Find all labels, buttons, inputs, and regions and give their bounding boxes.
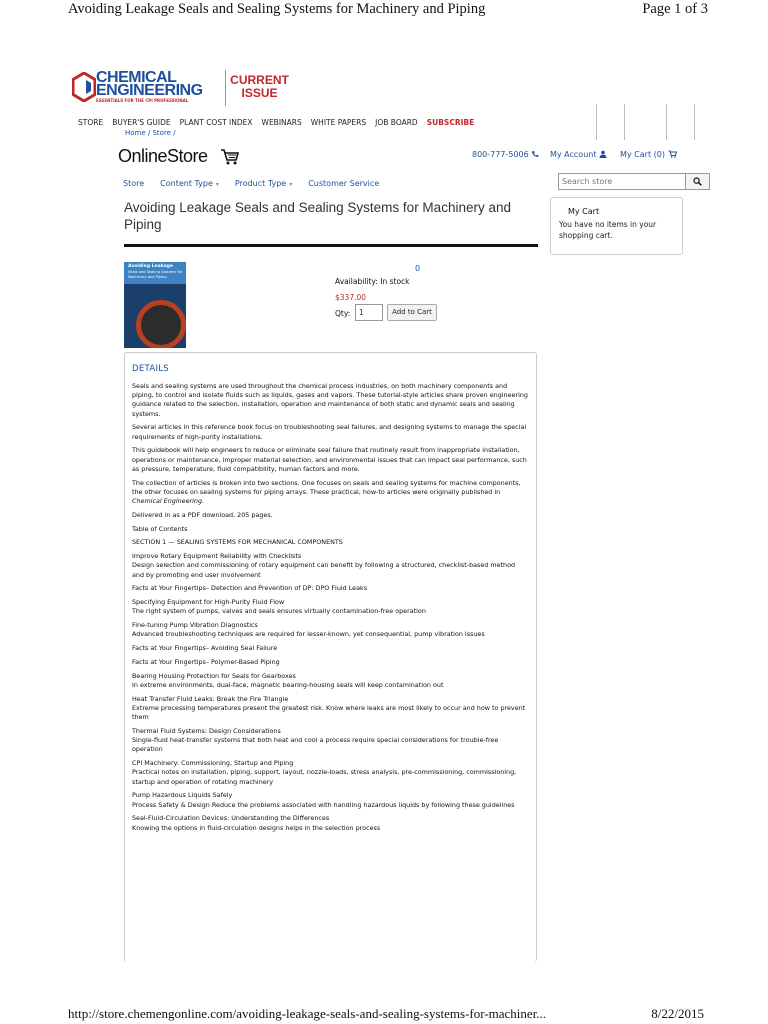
- quantity-input[interactable]: [355, 304, 383, 321]
- review-count[interactable]: 0: [415, 264, 421, 273]
- toc-entry: [132, 644, 529, 653]
- toc-entry-title: Pump Hazardous Liquids Safely: [132, 791, 233, 800]
- toc-entry-description: In extreme environments, dual-face, magnetic bearing-housing seals will keep contamination out: [132, 681, 444, 689]
- toc-entry-title: CPI Machinery: Commissioning, Startup and Piping: [132, 759, 294, 768]
- title-divider: [124, 244, 538, 247]
- product-cover-image[interactable]: [124, 262, 186, 348]
- toc-entry: [132, 695, 529, 723]
- cat-nav-store[interactable]: Store: [123, 179, 145, 188]
- section-heading: SECTION 1 — SEALING SYSTEMS FOR MECHANICAL COMPONENTS: [132, 538, 343, 547]
- toc-entry: [132, 791, 529, 809]
- details-body: [125, 382, 536, 833]
- current-issue-line2: ISSUE: [241, 86, 278, 100]
- header-dividers: [596, 104, 706, 140]
- toc-entry-description: Extreme processing temperatures present the greatest risk. Know where leaks are most likely to occur and how to prevent them: [132, 704, 526, 722]
- phone-icon: [531, 150, 539, 158]
- nav-subscribe[interactable]: SUBSCRIBE: [426, 118, 475, 127]
- toc-entry-description: Design selection and commissioning of rotary equipment can benefit by following a structured, checklist-based method and by promoting end user involvement: [132, 561, 516, 579]
- nav-job-board[interactable]: JOB BOARD: [375, 118, 418, 127]
- toc-entry-title: Facts at Your Fingertips– Detection and Prevention of DP: DPO Fluid Leaks: [132, 584, 368, 593]
- search-box: [558, 173, 710, 190]
- details-paragraph: Delivered in as a PDF download, 205 pages.: [132, 510, 273, 519]
- nav-webinars[interactable]: WEBINARS: [261, 118, 302, 127]
- details-heading: DETAILS: [132, 364, 170, 374]
- product-price: $337.00: [335, 293, 367, 302]
- cat-nav-content-type[interactable]: [160, 179, 219, 188]
- logo-word-chemical: CHEMICAL: [96, 69, 177, 86]
- product-type-label: Product Type: [234, 179, 287, 188]
- search-icon: [693, 177, 702, 186]
- print-footer: [68, 1006, 704, 1024]
- availability-status: Availability: In stock: [335, 277, 410, 286]
- details-paragraph: Seals and sealing systems are used throughout the chemical process industries, on both machinery components and piping, to control and isolate fluids such as liquids, gases and vapors. These tutorial-style articles share proven engineering guidance related to the selection, installation, operation and maintenance of both static and dynamic seals and sealing systems.: [132, 382, 528, 418]
- nav-plant-cost-index[interactable]: PLANT COST INDEX: [179, 118, 253, 127]
- content-type-label: Content Type: [160, 179, 213, 188]
- nav-white-papers[interactable]: WHITE PAPERS: [310, 118, 367, 127]
- cover-pump-graphic: [136, 300, 186, 348]
- toc-entry: [132, 621, 529, 639]
- logo-tagline: ESSENTIALS FOR THE CPI PROFESSIONAL: [96, 98, 189, 103]
- product-title: Avoiding Leakage Seals and Sealing Systems for Machinery and Piping: [124, 200, 511, 232]
- print-header: [68, 1, 708, 19]
- cover-title: Avoiding Leakage: [128, 264, 173, 269]
- toc-entry-description: Advanced troubleshooting techniques are required for lesser-known, yet consequential, pump vibration issues: [132, 630, 485, 639]
- print-title: Avoiding Leakage Seals and Sealing Systems for Machinery and Piping: [68, 1, 486, 17]
- mini-cart-empty-text: You have no items in your shopping cart.: [559, 220, 657, 240]
- my-account-link[interactable]: [550, 150, 607, 159]
- phone-number: 800-777-5006: [472, 150, 529, 159]
- current-issue-link[interactable]: [225, 70, 293, 106]
- toc-entry-title: Facts at Your Fingertips– Avoiding Seal Failure: [132, 644, 278, 653]
- online-store-brand[interactable]: OnlineStore: [118, 146, 208, 166]
- toc-entry: [132, 584, 529, 593]
- search-button[interactable]: [685, 174, 709, 189]
- current-issue-line1: CURRENT: [230, 73, 289, 87]
- cat-nav-product-type[interactable]: [235, 179, 292, 188]
- toc-entry-title: Bearing Housing Protection for Seals for Gearboxes: [132, 671, 296, 680]
- toc-entry: [132, 598, 529, 616]
- toc-entry: [132, 759, 529, 787]
- toc-entry-title: Seal-Fluid-Circulation Devices: Understanding the Differences: [132, 814, 330, 823]
- toc-list: [132, 552, 529, 833]
- toc-entry: [132, 672, 529, 690]
- category-navigation: [123, 179, 379, 188]
- toc-entry-title: Heat Transfer Fluid Leaks: Break the Fire Triangle: [132, 694, 289, 703]
- toc-entry-title: Thermal Fluid Systems: Design Considerations: [132, 727, 281, 735]
- add-to-cart-button[interactable]: Add to Cart: [387, 304, 437, 321]
- my-cart-label: My Cart (0): [620, 150, 665, 159]
- chevron-down-icon: ▾: [215, 181, 219, 188]
- publication-name: Chemical Engineering: [132, 497, 203, 506]
- toc-entry-title: Facts at Your Fingertips– Polymer-Based Piping: [132, 658, 280, 666]
- details-paragraph: Table of Contents: [132, 524, 188, 533]
- chevron-down-icon: ▾: [289, 181, 293, 188]
- mini-cart-title: My Cart: [568, 207, 600, 216]
- details-paragraph-text: The collection of articles is broken into two sections. One focuses on seals and sealing systems for machine components, the other focuses on sealing systems for piping arrays. These practical, how-to articles were originally published in: [132, 478, 521, 496]
- logo-word-engineering: ENGINEERING: [96, 82, 203, 99]
- print-url: http://store.chemengonline.com/avoiding-leakage-seals-and-sealing-systems-for-machiner...: [68, 1006, 547, 1021]
- toc-entry-description: Practical notes on installation, piping, support, layout, nozzle-loads, stress analysis, pre-commissioning, commissioning, startup and operation of rotating machinery: [132, 768, 517, 786]
- toc-entry: [132, 814, 529, 832]
- cart-icon: [668, 150, 677, 158]
- phone-link[interactable]: [472, 150, 539, 159]
- toc-entry-description: Process Safety & Design Reduce the problems associated with handling hazardous liquids by following these guidelines: [132, 800, 515, 809]
- logo-hexagon-icon: [72, 72, 96, 102]
- toc-entry-description: Single-fluid heat-transfer systems that both heat and cool a process require special considerations for trouble-free operation: [132, 736, 499, 754]
- toc-entry: [132, 727, 529, 755]
- my-cart-link[interactable]: [620, 150, 677, 159]
- breadcrumb[interactable]: Home / Store /: [125, 129, 176, 137]
- search-input[interactable]: [559, 174, 685, 189]
- toc-entry-title: Specifying Equipment for High-Purity Fluid Flow: [132, 598, 285, 607]
- user-icon: [599, 150, 607, 158]
- toc-entry-title: Fine-tuning Pump Vibration Diagnostics: [132, 621, 258, 630]
- cat-nav-customer-service[interactable]: Customer Service: [308, 179, 380, 188]
- toc-entry-description: The right system of pumps, valves and seals ensures virtually contamination-free operation: [132, 607, 426, 616]
- toc-entry: [132, 552, 529, 580]
- mini-cart-panel: [550, 197, 683, 255]
- print-date: 8/22/2015: [651, 1006, 704, 1021]
- nav-buyers-guide[interactable]: BUYER'S GUIDE: [112, 118, 171, 127]
- details-panel: [124, 352, 537, 962]
- cover-subtitle: Seals and Sealing Systems for Machinery and Piping: [128, 270, 183, 279]
- quantity-label: Qty:: [335, 309, 351, 318]
- my-account-label: My Account: [550, 150, 597, 159]
- toc-entry-title: Improve Rotary Equipment Reliability with Checklists: [132, 552, 302, 561]
- details-paragraph: This guidebook will help engineers to reduce or eliminate seal failure that routinely result from inappropriate installation, operations or maintenance, improper material selection, and environmental issues that can impact seal performance, such as pressure, temperature, fluid compatibility, human factors and more.: [132, 446, 527, 473]
- toc-entry: [132, 658, 529, 667]
- cover-text: [128, 264, 184, 279]
- details-paragraph: The collection of articles is broken into two sections. One focuses on seals and sealing systems for machine components, the other focuses on sealing systems for piping arrays. These practical, how-to articles were originally published in Chemical Engineering.: [132, 478, 521, 506]
- toc-entry-description: Knowing the options in fluid-circulation designs helps in the selection process: [132, 823, 381, 832]
- print-page-number: Page 1 of 3: [642, 1, 708, 17]
- shopping-cart-icon: [220, 148, 240, 166]
- details-paragraph: Several articles in this reference book focus on troubleshooting seal failures, and designing systems to manage the special requirements of high-purity installations.: [132, 423, 527, 441]
- chemical-engineering-logo[interactable]: [72, 70, 222, 106]
- nav-store[interactable]: STORE: [78, 118, 104, 127]
